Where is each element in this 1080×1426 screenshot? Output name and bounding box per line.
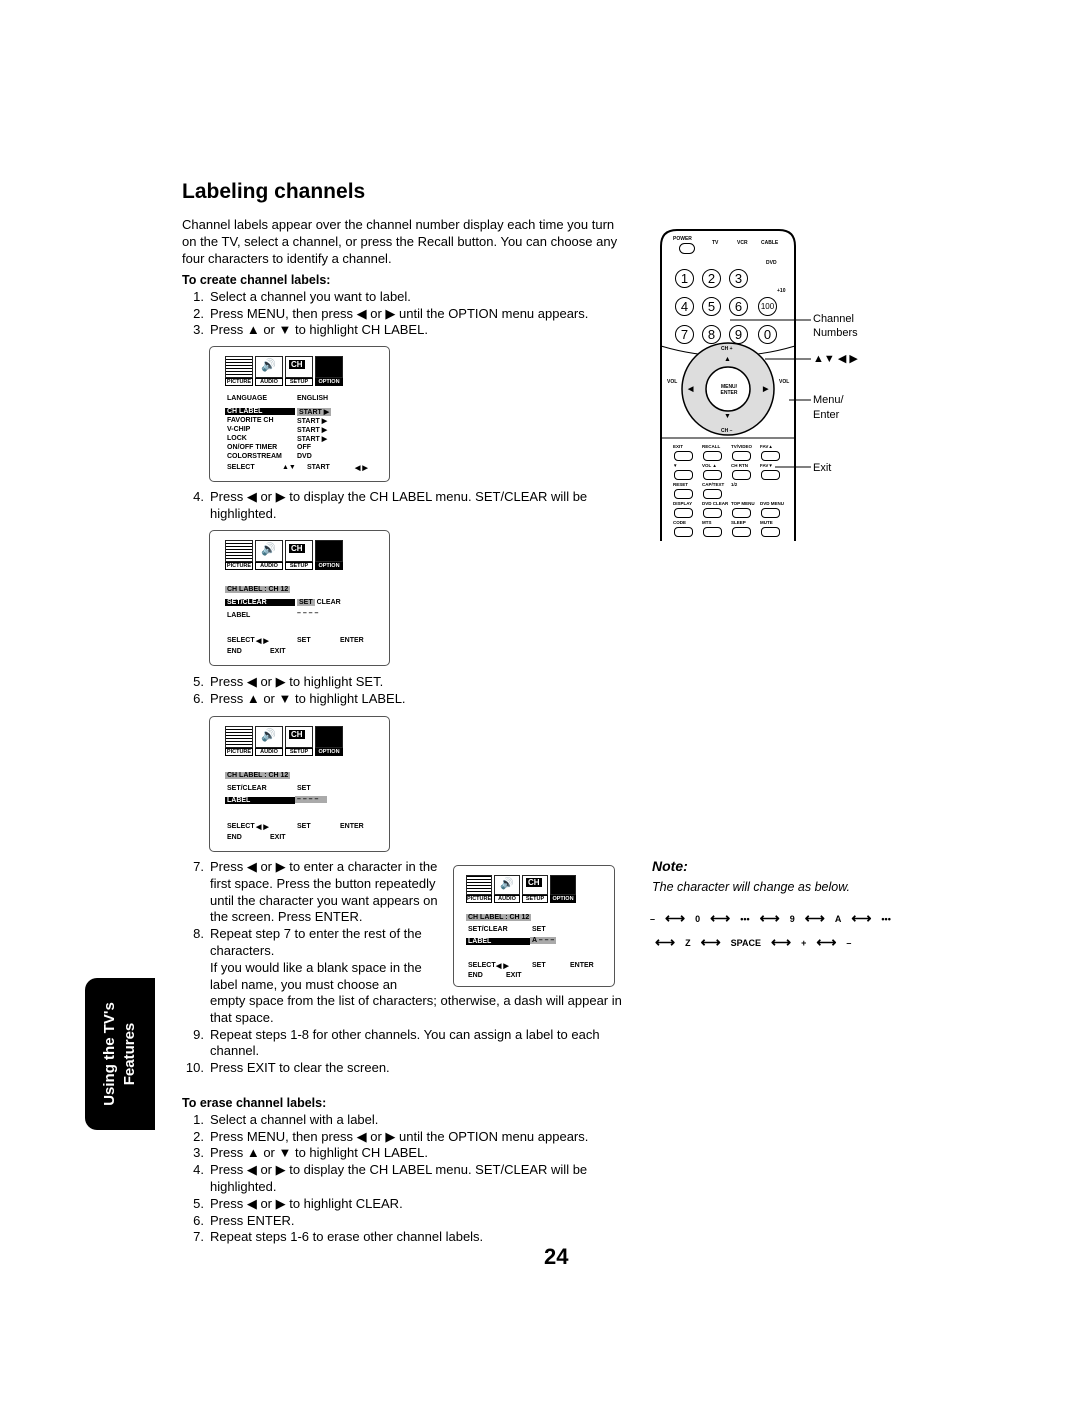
ch-label-title: CH LABEL : CH 12 [227,772,289,779]
picture-tab-icon [225,540,253,562]
ch-label-title: CH LABEL : CH 12 [227,586,289,593]
option-tab-icon [315,356,343,378]
callout-numbers: Numbers [813,327,858,339]
option-menu-screen [209,346,390,482]
option-tab-icon [315,540,343,562]
double-arrow-icon: ⟷ [851,910,872,926]
remote-button[interactable] [761,508,780,518]
side-tab-line1: Using the TV's [101,1002,118,1106]
footer-set: SET [532,962,546,969]
remote-button-label: CH RTN [731,463,748,468]
digit-button[interactable]: 5 [702,297,721,316]
remote-button-label: EXIT [673,444,684,449]
remote-button-label: MTS [702,520,712,525]
remote-button-label: CAP/TEXT [702,482,725,487]
remote-button[interactable] [674,451,693,461]
remote-button-label: TOP MENU [731,501,755,506]
menu-item: COLORSTREAM [227,453,282,460]
footer-exit: EXIT [506,972,522,979]
menu-item-value: START ▶ [297,427,328,434]
menu-item-value: DVD [297,453,312,460]
tab-audio: AUDIO [255,748,283,756]
sequence-char: – [650,913,656,924]
step-item: 1. Select a channel you want to label. [193,288,411,304]
page-title: Labeling channels [182,180,366,203]
step-item: 4. Press ◀ or ▶ to display the CH LABEL menu. SET/CLEAR will be highlighted. [193,1162,588,1194]
setclear-row: SET/CLEAR [227,785,267,792]
picture-tab-icon [466,875,492,895]
audio-tab-icon: 🔊 [255,356,283,378]
menu-item: LANGUAGE [227,395,268,402]
footer-select: SELECT [227,464,255,471]
remote-button[interactable] [703,489,722,499]
double-arrow-icon: ⟷ [771,934,792,950]
callout-enter: Enter [813,409,840,421]
digit-button[interactable]: 100 [758,297,777,316]
sequence-char: – [846,937,852,948]
ch-label-screen-entry [453,865,615,987]
tab-audio: AUDIO [494,895,520,903]
set-option: SET [299,599,313,606]
sequence-char: Z [685,937,691,948]
setup-tab-icon: CH [285,356,313,378]
footer-enter: ENTER [570,962,594,969]
tab-picture: PICTURE [226,563,252,569]
character-sequence-row-2 [655,934,895,951]
erase-section [182,1096,632,1246]
menu-item: V-CHIP [227,426,251,433]
create-heading: To create channel labels: [182,273,331,287]
step-item: 10. Press EXIT to clear the screen. [185,1060,390,1076]
step-item: 2. Press MENU, then press ◀ or ▶ until the OPTION menu appears. [193,1128,589,1144]
double-arrow-icon: ⟷ [655,934,676,950]
remote-button-label: VOL ▲ [702,463,717,468]
left-arrow-icon[interactable]: ◀ [688,386,694,393]
remote-button-label: CODE [673,520,687,525]
ch-label-screen-setclear [209,530,390,666]
remote-button[interactable] [674,489,693,499]
audio-tab-icon: 🔊 [494,875,520,895]
digit-button[interactable]: 8 [702,325,721,344]
menu-item: CH LABEL [225,408,295,415]
audio-tab-icon: 🔊 [255,540,283,562]
picture-tab-icon [225,726,253,748]
menu-item-value: START ▶ [299,409,330,416]
step-item: 3. Press ▲ or ▼ to highlight CH LABEL. [193,322,428,338]
step-item: 7. Repeat steps 1-6 to erase other channel labels. [193,1229,484,1245]
double-arrow-icon: ⟷ [804,910,825,926]
sequence-char: 0 [695,913,701,924]
label-value: A – – – [532,937,555,944]
tab-option: OPTION [550,895,576,903]
step-item: 3. Press ▲ or ▼ to highlight CH LABEL. [193,1145,428,1161]
remote-button-label: DVD CLEAR [702,501,729,506]
set-option: SET [532,926,546,933]
note-text: The character will change as below. [652,880,851,894]
power-button[interactable] [679,243,695,254]
tab-setup: SETUP [285,378,313,386]
character-sequence-row-1 [650,910,940,927]
menu-item: FAVORITE CH [227,417,274,424]
steps-5-6 [182,674,632,708]
footer-exit: EXIT [270,834,286,841]
digit-button[interactable]: 7 [675,325,694,344]
footer-leftright: ◀ ▶ [496,963,509,970]
double-arrow-icon: ⟷ [759,910,780,926]
erase-steps [182,1112,632,1246]
clear-option: CLEAR [316,599,341,606]
remote-button-label: SLEEP [731,520,746,525]
setup-tab-icon: CH [522,875,548,895]
digit-button[interactable]: 3 [729,269,748,288]
vol-minus-label: VOL [667,379,678,385]
menu-item-value: ENGLISH [297,395,329,402]
tab-audio: AUDIO [255,562,283,570]
menu-enter-button[interactable]: MENU/ ENTER [720,384,738,396]
double-arrow-icon: ⟷ [816,934,837,950]
menu-tab-labels [225,378,343,386]
intro-paragraph: Channel labels appear over the channel number display each time you turn on the TV, select a channel, or press the Recall button. You can choose any four characters to identify a channel. [182,217,618,266]
tab-option: OPTION [315,562,343,570]
digit-button[interactable]: 9 [729,325,748,344]
option-tab-icon [315,726,343,748]
setclear-row: SET/CLEAR [468,926,508,933]
remote-button[interactable] [732,527,751,537]
footer-select: SELECT [227,823,255,830]
menu-item: ON/OFF TIMER [227,444,278,451]
footer-enter: ENTER [340,637,364,644]
ch-minus-label: CH – [721,428,733,434]
label-value: – – – – [297,610,319,617]
footer-set: SET [297,823,311,830]
footer-end: END [468,972,483,979]
sequence-char: 9 [789,913,795,924]
steps-7-8: 7. Press ◀ or ▶ to enter a character in the first space. Press the button repeatedly until the character you want appears on the screen. Press ENTER. 8. Repeat step 7 to enter the rest of the characters. If you would like a blank space in the label name, you must choose an [193,859,438,992]
menu-item-value: START ▶ [297,436,328,443]
setup-tab-icon: CH [285,540,313,562]
callout-exit: Exit [813,462,832,474]
tab-picture: PICTURE [226,379,252,385]
remote-button-label: ▼ [673,463,678,468]
remote-button-label: DISPLAY [673,501,693,506]
power-label: POWER [673,236,692,242]
side-tab-line2: Features [121,1022,138,1086]
vcr-label: VCR [737,240,748,246]
cable-label: CABLE [761,240,779,246]
menu-tab-labels [225,748,343,756]
remote-button[interactable] [732,508,751,518]
double-arrow-icon: ⟷ [665,910,686,926]
tv-label: TV [712,240,719,246]
step-item: 1. Select a channel with a label. [193,1111,379,1127]
tab-option: OPTION [315,378,343,386]
footer-start: START [307,464,330,471]
callout-arrows: ▲▼ ◀ ▶ [813,353,858,365]
tab-picture: PICTURE [226,749,252,755]
plus10-label: +10 [777,288,786,294]
menu-item-value: OFF [297,444,311,451]
tab-setup: SETUP [285,562,313,570]
dvd-label: DVD [766,260,777,266]
footer-leftright: ◀ ▶ [355,465,368,472]
remote-button-label: FAV▼ [760,463,773,468]
callout-channel: Channel [813,313,854,325]
step-item: 6. Press ▲ or ▼ to highlight LABEL. [193,690,406,706]
tab-audio: AUDIO [255,378,283,386]
footer-end: END [227,834,242,841]
ch-label-title: CH LABEL : CH 12 [468,914,530,921]
steps-9-10 [182,1027,632,1077]
remote-button[interactable] [703,451,722,461]
step-item: 9. Repeat steps 1-8 for other channels. You can assign a label to each channel. [193,1026,600,1059]
step-item: 6. Press ENTER. [193,1212,295,1228]
step-4: 4. Press ◀ or ▶ to display the CH LABEL menu. SET/CLEAR will be highlighted. [193,489,588,521]
remote-button[interactable] [674,527,693,537]
section-side-tab [85,978,155,1130]
tab-option: OPTION [315,748,343,756]
remote-button[interactable] [703,527,722,537]
erase-heading: To erase channel labels: [182,1096,327,1110]
remote-button[interactable] [703,470,722,480]
label-row: LABEL [466,938,530,945]
menu-tabs [225,356,343,378]
menu-item-value: START ▶ [297,418,328,425]
ch-label-screen-label [209,716,390,852]
footer-leftright: ◀ ▶ [256,824,269,831]
menu-tabs [466,875,576,895]
callout-lines [725,300,815,480]
option-tab-icon [550,875,576,895]
remote-button-label: RECALL [702,444,721,449]
sequence-char: SPACE [730,937,761,948]
footer-updown: ▲▼ [282,464,296,471]
sequence-char: A [834,913,842,924]
remote-button-label: RESET [673,482,689,487]
footer-select: SELECT [227,637,255,644]
footer-select: SELECT [468,962,496,969]
label-row: LABEL [225,797,295,804]
remote-button-label: FAV▲ [760,444,773,449]
double-arrow-icon: ⟷ [710,910,731,926]
setup-tab-icon: CH [285,726,313,748]
remote-button-label: 1/2 [731,482,738,487]
menu-tab-labels [225,562,343,570]
tab-setup: SETUP [285,748,313,756]
picture-tab-icon [225,356,253,378]
menu-tab-labels [466,895,576,903]
remote-button[interactable] [761,527,780,537]
digit-button[interactable]: 6 [729,297,748,316]
step-item: 5. Press ◀ or ▶ to highlight CLEAR. [193,1195,403,1211]
footer-end: END [227,648,242,655]
callout-menu: Menu/ [813,394,844,406]
note-title: Note: [652,858,688,874]
step-item: 2. Press MENU, then press ◀ or ▶ until the OPTION menu appears. [193,305,589,321]
sequence-char: + [801,937,807,948]
remote-button[interactable] [674,470,693,480]
ch-plus-label: CH + [721,346,733,352]
digit-button[interactable]: 2 [702,269,721,288]
tab-setup: SETUP [522,895,548,903]
setclear-row: SET/CLEAR [225,599,295,606]
label-row: LABEL [227,612,251,619]
footer-exit: EXIT [270,648,286,655]
create-steps [182,289,632,339]
audio-tab-icon: 🔊 [255,726,283,748]
menu-item: LOCK [227,435,247,442]
remote-button-label: MUTE [760,520,773,525]
right-arrow-icon[interactable]: ▶ [763,386,769,393]
footer-set: SET [297,637,311,644]
down-arrow-icon[interactable]: ▼ [724,413,731,420]
create-section [182,273,632,339]
remote-button-label: DVD MENU [760,501,785,506]
menu-tabs [225,726,343,748]
up-arrow-icon[interactable]: ▲ [724,356,731,363]
set-option: SET [297,785,311,792]
step-8-continued: empty space from the list of characters; otherwise, a dash will appear in that space. [210,993,622,1025]
menu-tabs [225,540,343,562]
double-arrow-icon: ⟷ [700,934,721,950]
digit-button[interactable]: 1 [675,269,694,288]
digit-button[interactable]: 0 [758,325,777,344]
remote-button[interactable] [674,508,693,518]
remote-button[interactable] [703,508,722,518]
steps-continued [182,993,632,1077]
page-number: 24 [544,1244,569,1269]
label-value: – – – – [295,796,327,803]
remote-button-label: TV/VIDEO [731,444,753,449]
vol-plus-label: VOL [779,379,790,385]
step-item: 5. Press ◀ or ▶ to highlight SET. [193,674,384,689]
tab-picture: PICTURE [467,896,492,902]
footer-leftright: ◀ ▶ [256,638,269,645]
footer-enter: ENTER [340,823,364,830]
digit-button[interactable]: 4 [675,297,694,316]
sequence-char: ••• [881,913,891,924]
sequence-char: ••• [740,913,750,924]
